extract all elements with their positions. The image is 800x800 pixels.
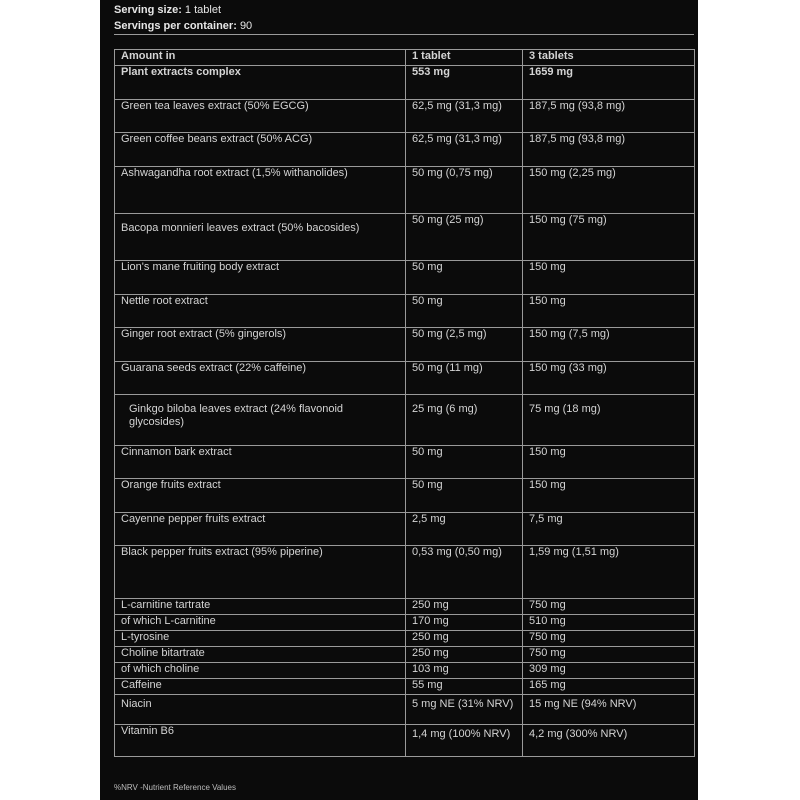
table-row: of which choline 103 mg 309 mg bbox=[115, 663, 695, 679]
table-row: Vitamin B6 1,4 mg (100% NRV) 4,2 mg (300% NRV) bbox=[115, 725, 695, 757]
supplement-facts-panel bbox=[100, 0, 698, 800]
table-row: Cayenne pepper fruits extract 2,5 mg 7,5 mg bbox=[115, 513, 695, 546]
table-row: Lion's mane fruiting body extract 50 mg 150 mg bbox=[115, 261, 695, 295]
serving-size: Serving size: 1 tablet bbox=[114, 4, 222, 16]
table-row: Cinnamon bark extract 50 mg 150 mg bbox=[115, 446, 695, 479]
header-divider bbox=[114, 34, 694, 35]
table-row: Ginger root extract (5% gingerols) 50 mg (2,5 mg) 150 mg (7,5 mg) bbox=[115, 328, 695, 362]
table-row: Orange fruits extract 50 mg 150 mg bbox=[115, 479, 695, 513]
col-header-amount: Amount in bbox=[115, 50, 406, 66]
table-row: Ashwagandha root extract (1,5% withanolides) 50 mg (0,75 mg) 150 mg (2,25 mg) bbox=[115, 167, 695, 214]
col-header-3-tablets: 3 tablets bbox=[523, 50, 695, 66]
table-row: Green tea leaves extract (50% EGCG) 62,5 mg (31,3 mg) 187,5 mg (93,8 mg) bbox=[115, 100, 695, 133]
table-header-row bbox=[115, 50, 695, 66]
table-row: of which L-carnitine 170 mg 510 mg bbox=[115, 615, 695, 631]
footnote: %NRV -Nutrient Reference Values bbox=[114, 783, 236, 792]
table-row: Plant extracts complex 553 mg 1659 mg bbox=[115, 66, 695, 100]
table-row: L-carnitine tartrate 250 mg 750 mg bbox=[115, 599, 695, 615]
table-row: Bacopa monnieri leaves extract (50% bacosides) 50 mg (25 mg) 150 mg (75 mg) bbox=[115, 214, 695, 261]
table-row: Caffeine 55 mg 165 mg bbox=[115, 679, 695, 695]
nutrition-table bbox=[114, 49, 695, 757]
servings-per-container: Servings per container: 90 bbox=[114, 20, 253, 32]
table-row: Nettle root extract 50 mg 150 mg bbox=[115, 295, 695, 328]
table-row: Black pepper fruits extract (95% piperine) 0,53 mg (0,50 mg) 1,59 mg (1,51 mg) bbox=[115, 546, 695, 599]
col-header-1-tablet: 1 tablet bbox=[406, 50, 523, 66]
table-row: L-tyrosine 250 mg 750 mg bbox=[115, 631, 695, 647]
table-row: Choline bitartrate 250 mg 750 mg bbox=[115, 647, 695, 663]
table-row: Ginkgo biloba leaves extract (24% flavonoid glycosides) 25 mg (6 mg) 75 mg (18 mg) bbox=[115, 395, 695, 446]
table-row: Green coffee beans extract (50% ACG) 62,5 mg (31,3 mg) 187,5 mg (93,8 mg) bbox=[115, 133, 695, 167]
table-row: Guarana seeds extract (22% caffeine) 50 mg (11 mg) 150 mg (33 mg) bbox=[115, 362, 695, 395]
table-row: Niacin 5 mg NE (31% NRV) 15 mg NE (94% NRV) bbox=[115, 695, 695, 725]
